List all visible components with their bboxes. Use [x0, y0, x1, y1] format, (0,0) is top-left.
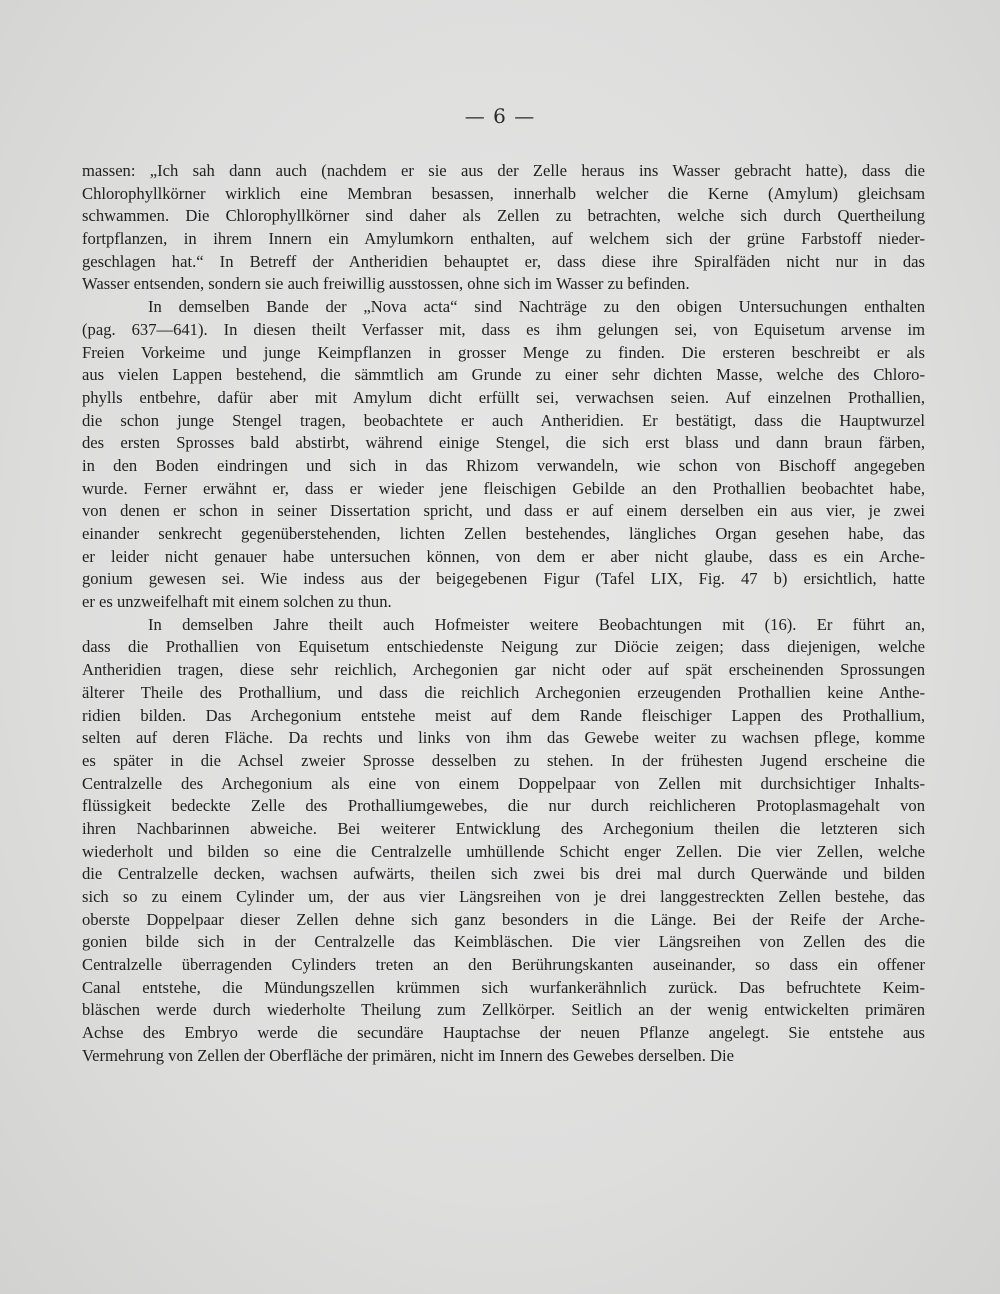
text-line: er leider nicht genauer habe untersuchen können, von dem er aber nicht glaube, dass es ein Arche- [82, 546, 925, 566]
paragraph-3 [82, 614, 925, 1068]
text-line: oberste Doppelpaar dieser Zellen dehne sich ganz besonders in die Länge. Bei der Reife der Arche- [82, 909, 925, 929]
text-line: geschlagen hat.“ In Betreff der Antheridien behauptet er, dass diese ihre Spiralfäden nicht nur in das [82, 251, 925, 271]
text-line: sich so zu einem Cylinder um, der aus vier Längsreihen von je drei langgestreckten Zellen bestehe, das [82, 887, 925, 906]
text-line: ridien bilden. Das Archegonium entstehe meist auf dem Rande fleischiger Lappen des Prothallium, [82, 705, 925, 725]
text-line: wiederholt und bilden so eine die Centralzelle umhüllende Schicht enger Zellen. Die vier Zellen, welche [82, 841, 925, 861]
text-line: schwammen. Die Chlorophyllkörner sind daher als Zellen zu betrachten, welche sich durch Quertheilung [82, 206, 925, 226]
text-line: Centralzelle des Archegonium als eine von einem Doppelpaar von Zellen mit durchsichtiger Inhalts- [82, 773, 925, 793]
text-line: dass die Prothallien von Equisetum entschiedenste Neigung zur Diöcie zeigen; dass diejenigen, welche [82, 637, 925, 657]
text-line: des ersten Sprosses bald abstirbt, während einige Stengel, die sich erst blass und dann braun färben, [82, 433, 925, 453]
text-line: gonium gewesen sei. Wie indess aus der beigegebenen Figur (Tafel LIX, Fig. 47 b) ersichtlich, hatte [82, 569, 925, 589]
body-text [82, 160, 925, 1068]
text-line: älterer Theile des Prothallium, und dass die reichlich Archegonien erzeugenden Prothallien keine Anthe- [82, 682, 925, 702]
text-line: ihren Nachbarinnen abweiche. Bei weiterer Entwicklung des Archegonium theilen die letzteren sich [82, 818, 925, 838]
paragraph-2 [82, 296, 925, 614]
text-line: Canal entstehe, die Mündungszellen krümmen sich wurfankerähnlich zurück. Das befruchtete Keim- [82, 977, 925, 997]
text-line: flüssigkeit bedeckte Zelle des Prothalliumgewebes, die nur durch reichlicheren Protoplasmagehalt von [82, 796, 925, 816]
text-line: In demselben Bande der „Nova acta“ sind Nachträge zu den obigen Untersuchungen enthalten [148, 297, 925, 317]
text-line: (pag. 637—641). In diesen theilt Verfasser mit, dass es ihm gelungen sei, von Equisetum arvense im [82, 319, 925, 339]
text-line: Chlorophyllkörner wirklich eine Membran besassen, innerhalb welcher die Kerne (Amylum) gleichsam [82, 183, 925, 203]
text-line: fortpflanzen, in ihrem Innern ein Amylumkorn enthalten, auf welchem sich der grüne Farbstoff nieder- [82, 229, 925, 249]
text-line: In demselben Jahre theilt auch Hofmeister weitere Beobachtungen mit (16). Er führt an, [148, 614, 925, 634]
text-line: die schon junge Stengel tragen, beobachtete er auch Antheridien. Er bestätigt, dass die Hauptwurzel [82, 410, 925, 430]
text-line: einander senkrecht gegenüberstehenden, lichten Zellen bestehendes, längliches Organ gesehen habe, das [82, 524, 925, 543]
text-line: gonien bilde sich in der Centralzelle das Keimbläschen. Die vier Längsreihen von Zellen des die [82, 932, 925, 952]
text-line: massen: „Ich sah dann auch (nachdem er sie aus der Zelle heraus ins Wasser gebracht hatte), dass die [82, 161, 925, 180]
text-line: Antheridien tragen, diese sehr reichlich, Archegonien gar nicht oder auf spät erscheinenden Sprossungen [82, 660, 925, 680]
text-line: wurde. Ferner erwähnt er, dass er wieder jene fleischigen Gebilde an den Prothallien beobachtet habe, [82, 478, 925, 498]
text-line: Wasser entsenden, sondern sie auch freiwillig ausstossen, ohne sich im Wasser zu befinden. [82, 274, 690, 294]
text-line: Achse des Embryo werde die secundäre Hauptachse der neuen Pflanze angelegt. Sie entstehe aus [82, 1023, 925, 1043]
text-line: die Centralzelle decken, wachsen aufwärts, theilen sich zwei bis drei mal durch Querwände und bilden [82, 864, 925, 884]
page-number: — 6 — [464, 104, 536, 128]
text-line: aus vielen Lappen bestehend, die sämmtlich am Grunde zu einer sehr dichten Masse, welche des Chloro- [82, 365, 925, 385]
text-line: Freien Vorkeime und junge Keimpflanzen in grosser Menge zu finden. Die ersteren beschreibt er als [82, 342, 925, 362]
text-line: bläschen werde durch wiederholte Theilung zum Zellkörper. Seitlich an der wenig entwickelten primären [82, 1000, 925, 1020]
text-line: phylls entbehre, dafür aber mit Amylum dicht erfüllt sei, verwachsen seien. Auf einzelnen Prothallien, [82, 387, 925, 407]
text-line: Centralzelle überragenden Cylinders treten an den Berührungskanten auseinander, so dass ein offener [82, 955, 925, 975]
paragraph-1 [82, 160, 925, 296]
text-line: Vermehrung von Zellen der Oberfläche der primären, nicht im Innern des Gewebes derselben. Die [82, 1045, 734, 1065]
text-line: in den Boden eindringen und sich in das Rhizom verwandeln, wie schon von Bischoff angegeben [82, 455, 925, 475]
text-line: selten auf deren Fläche. Da rechts und links von ihm das Gewebe weiter zu wachsen pflege, komme [82, 728, 925, 748]
text-line: es später in die Achsel zweier Sprosse desselben zu stehen. In der frühesten Jugend erscheine die [82, 750, 925, 770]
text-line: er es unzweifelhaft mit einem solchen zu thun. [82, 592, 392, 612]
text-line: von denen er schon in seiner Dissertation spricht, und dass er auf einem derselben ein aus vier, je zwei [82, 501, 925, 521]
